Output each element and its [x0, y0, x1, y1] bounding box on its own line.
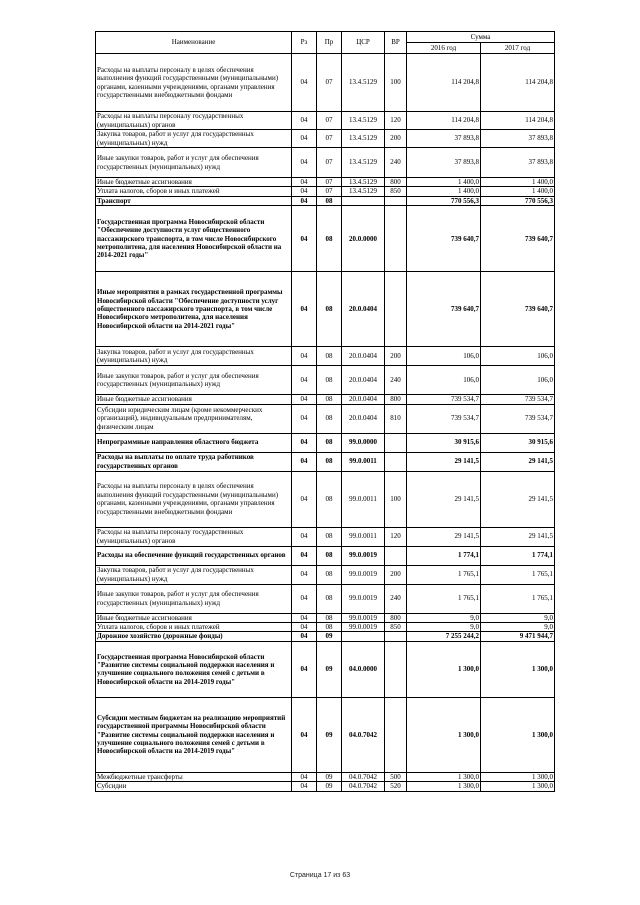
row-rz: 04 [292, 54, 317, 112]
row-vr [385, 196, 407, 205]
row-sum-2017: 29 141,5 [481, 527, 555, 546]
row-name: Расходы на выплаты персоналу государственных (муниципальных) органов [96, 112, 292, 130]
row-sum-2016: 1 765,1 [407, 584, 481, 613]
row-vr: 800 [385, 613, 407, 622]
row-rz: 04 [292, 452, 317, 471]
row-csr: 04.0.7042 [342, 697, 385, 772]
row-name: Межбюджетные трансферты [96, 772, 292, 781]
row-sum-2017: 770 556,3 [481, 196, 555, 205]
table-row [96, 772, 555, 781]
row-vr [385, 272, 407, 347]
row-pr: 07 [317, 54, 342, 112]
row-vr: 810 [385, 404, 407, 433]
row-name: Государственная программа Новосибирской области "Развитие системы социальной поддержки населения и улучшение социального положения семей с детьми в Новосибирской области на 2014-2019 годы" [96, 641, 292, 697]
row-csr: 13.4.5129 [342, 54, 385, 112]
table-row [96, 196, 555, 205]
row-name: Иные бюджетные ассигнования [96, 395, 292, 404]
row-vr [385, 641, 407, 697]
row-csr: 04.0.7042 [342, 782, 385, 791]
row-vr: 100 [385, 54, 407, 112]
row-rz: 04 [292, 148, 317, 178]
header-year-2017: 2017 год [481, 43, 555, 54]
row-pr: 08 [317, 527, 342, 546]
row-pr: 08 [317, 565, 342, 584]
row-name: Закупка товаров, работ и услуг для государственных (муниципальных) нужд [96, 347, 292, 366]
row-vr [385, 632, 407, 641]
row-pr: 08 [317, 623, 342, 632]
row-sum-2016: 106,0 [407, 366, 481, 395]
row-csr: 13.4.5129 [342, 187, 385, 196]
table-row [96, 697, 555, 772]
row-pr: 08 [317, 347, 342, 366]
row-name: Государственная программа Новосибирской области "Обеспечение доступности услуг общественного пассажирского транспорта, в том числе Новосибирского метрополитена, для населения Новосибирской области на 2014-2021 годы" [96, 206, 292, 272]
table-row [96, 527, 555, 546]
row-csr: 99.0.0019 [342, 613, 385, 622]
row-rz: 04 [292, 565, 317, 584]
row-sum-2017: 9,0 [481, 623, 555, 632]
row-pr: 08 [317, 584, 342, 613]
row-sum-2016: 1 300,0 [407, 772, 481, 781]
row-rz: 04 [292, 395, 317, 404]
row-sum-2016: 1 300,0 [407, 782, 481, 791]
row-sum-2016: 1 765,1 [407, 565, 481, 584]
row-vr: 800 [385, 395, 407, 404]
row-pr: 09 [317, 641, 342, 697]
row-csr: 99.0.0011 [342, 471, 385, 527]
row-sum-2017: 9,0 [481, 613, 555, 622]
row-pr: 08 [317, 452, 342, 471]
row-sum-2017: 9 471 944,7 [481, 632, 555, 641]
row-sum-2016: 29 141,5 [407, 527, 481, 546]
row-csr: 99.0.0011 [342, 452, 385, 471]
row-vr: 850 [385, 623, 407, 632]
row-rz: 04 [292, 130, 317, 148]
row-sum-2016: 1 300,0 [407, 697, 481, 772]
row-rz: 04 [292, 772, 317, 781]
row-rz: 04 [292, 196, 317, 205]
row-vr: 100 [385, 471, 407, 527]
row-pr: 08 [317, 206, 342, 272]
row-sum-2017: 37 893,8 [481, 130, 555, 148]
row-vr: 240 [385, 584, 407, 613]
row-sum-2016: 770 556,3 [407, 196, 481, 205]
row-csr: 13.4.5129 [342, 112, 385, 130]
row-sum-2016: 1 400,0 [407, 187, 481, 196]
row-vr: 500 [385, 772, 407, 781]
table-row [96, 546, 555, 565]
table-row [96, 395, 555, 404]
row-csr: 99.0.0019 [342, 546, 385, 565]
row-rz: 04 [292, 433, 317, 452]
table-body [96, 54, 555, 792]
row-vr: 850 [385, 187, 407, 196]
row-name: Расходы на выплаты персоналу в целях обеспечения выполнения функций государственными (муниципальными) органами, казенными учреждениями, органами управления государственными внебюджетными фондами [96, 471, 292, 527]
row-sum-2016: 739 640,7 [407, 272, 481, 347]
table-row [96, 130, 555, 148]
row-sum-2017: 739 640,7 [481, 272, 555, 347]
header-sum: Сумма [407, 32, 555, 43]
row-sum-2017: 37 893,8 [481, 148, 555, 178]
row-rz: 04 [292, 584, 317, 613]
row-csr: 99.0.0000 [342, 433, 385, 452]
row-csr: 20.0.0000 [342, 206, 385, 272]
row-rz: 04 [292, 366, 317, 395]
table-row [96, 347, 555, 366]
row-rz: 04 [292, 641, 317, 697]
row-sum-2016: 739 534,7 [407, 404, 481, 433]
row-csr: 99.0.0011 [342, 527, 385, 546]
row-rz: 04 [292, 632, 317, 641]
row-vr [385, 206, 407, 272]
row-name: Иные закупки товаров, работ и услуг для обеспечения государственных (муниципальных) нужд [96, 366, 292, 395]
table-header [96, 32, 555, 54]
row-pr: 08 [317, 272, 342, 347]
row-pr: 08 [317, 546, 342, 565]
row-sum-2016: 114 204,8 [407, 54, 481, 112]
row-csr: 99.0.0019 [342, 565, 385, 584]
header-year-2016: 2016 год [407, 43, 481, 54]
table-row [96, 641, 555, 697]
table-row [96, 565, 555, 584]
row-rz: 04 [292, 697, 317, 772]
table-row [96, 632, 555, 641]
row-vr: 520 [385, 782, 407, 791]
row-pr: 09 [317, 632, 342, 641]
row-pr: 08 [317, 404, 342, 433]
row-pr: 08 [317, 471, 342, 527]
row-name: Иные мероприятия в рамках государственной программы Новосибирской области "Обеспечение доступности услуг общественного пассажирского транспорта, в том числе Новосибирского метрополитена, для населения Новосибирской области на 2014-2021 годы" [96, 272, 292, 347]
table-row [96, 471, 555, 527]
row-name: Непрограммные направления областного бюджета [96, 433, 292, 452]
row-sum-2017: 29 141,5 [481, 452, 555, 471]
table-row [96, 623, 555, 632]
row-csr: 13.4.5129 [342, 178, 385, 187]
row-csr: 04.0.0000 [342, 641, 385, 697]
row-sum-2017: 30 915,6 [481, 433, 555, 452]
row-pr: 09 [317, 782, 342, 791]
row-vr [385, 433, 407, 452]
row-vr: 240 [385, 148, 407, 178]
row-sum-2016: 739 640,7 [407, 206, 481, 272]
row-csr: 13.4.5129 [342, 148, 385, 178]
row-csr: 20.0.0404 [342, 272, 385, 347]
row-pr: 08 [317, 366, 342, 395]
header-pr: Пр [317, 32, 342, 54]
row-sum-2017: 114 204,8 [481, 112, 555, 130]
row-sum-2016: 1 300,0 [407, 641, 481, 697]
row-name: Расходы на обеспечение функций государственных органов [96, 546, 292, 565]
table-row [96, 112, 555, 130]
row-sum-2016: 1 774,1 [407, 546, 481, 565]
table-row [96, 178, 555, 187]
row-name: Закупка товаров, работ и услуг для государственных (муниципальных) нужд [96, 130, 292, 148]
row-vr: 200 [385, 347, 407, 366]
row-sum-2017: 1 774,1 [481, 546, 555, 565]
row-name: Иные бюджетные ассигнования [96, 178, 292, 187]
row-csr: 13.4.5129 [342, 130, 385, 148]
row-csr: 20.0.0404 [342, 404, 385, 433]
row-sum-2016: 739 534,7 [407, 395, 481, 404]
table-row [96, 206, 555, 272]
row-rz: 04 [292, 527, 317, 546]
row-vr: 240 [385, 366, 407, 395]
row-sum-2017: 1 765,1 [481, 584, 555, 613]
table-row [96, 782, 555, 791]
row-csr [342, 196, 385, 205]
header-csr: ЦСР [342, 32, 385, 54]
row-rz: 04 [292, 112, 317, 130]
budget-table [95, 31, 555, 792]
row-name: Уплата налогов, сборов и иных платежей [96, 623, 292, 632]
row-csr: 99.0.0019 [342, 623, 385, 632]
header-rz: Рз [292, 32, 317, 54]
row-sum-2016: 114 204,8 [407, 112, 481, 130]
row-vr [385, 546, 407, 565]
row-name: Расходы на выплаты персоналу в целях обеспечения выполнения функций государственными (муниципальными) органами, казенными учреждениями, органами управления государственными внебюджетными фондами [96, 54, 292, 112]
row-name: Расходы на выплаты персоналу государственных (муниципальных) органов [96, 527, 292, 546]
row-rz: 04 [292, 178, 317, 187]
row-vr: 200 [385, 130, 407, 148]
row-vr: 800 [385, 178, 407, 187]
row-pr: 08 [317, 196, 342, 205]
row-pr: 08 [317, 613, 342, 622]
row-sum-2017: 1 300,0 [481, 697, 555, 772]
row-rz: 04 [292, 404, 317, 433]
row-sum-2017: 1 300,0 [481, 641, 555, 697]
row-csr [342, 632, 385, 641]
row-name: Расходы на выплаты по оплате труда работников государственных органов [96, 452, 292, 471]
row-sum-2017: 1 400,0 [481, 187, 555, 196]
row-rz: 04 [292, 623, 317, 632]
row-pr: 07 [317, 187, 342, 196]
row-sum-2016: 9,0 [407, 623, 481, 632]
row-sum-2017: 29 141,5 [481, 471, 555, 527]
row-name: Субсидии местным бюджетам на реализацию мероприятий государственной программы Новосибирской области "Развитие системы социальной поддержки населения и улучшение социального положения семей с детьми в Новосибирской области на 2014-2019 годы" [96, 697, 292, 772]
table-row [96, 452, 555, 471]
row-sum-2016: 9,0 [407, 613, 481, 622]
table-row [96, 272, 555, 347]
row-name: Субсидии [96, 782, 292, 791]
row-rz: 04 [292, 272, 317, 347]
row-sum-2016: 7 255 244,2 [407, 632, 481, 641]
row-csr: 99.0.0019 [342, 584, 385, 613]
row-pr: 09 [317, 697, 342, 772]
table-row [96, 404, 555, 433]
table-row [96, 366, 555, 395]
header-name: Наименование [96, 32, 292, 54]
table-row [96, 54, 555, 112]
row-pr: 08 [317, 395, 342, 404]
row-csr: 20.0.0404 [342, 395, 385, 404]
row-vr: 200 [385, 565, 407, 584]
row-vr: 120 [385, 527, 407, 546]
row-rz: 04 [292, 613, 317, 622]
row-sum-2017: 106,0 [481, 366, 555, 395]
row-pr: 07 [317, 178, 342, 187]
row-rz: 04 [292, 187, 317, 196]
row-sum-2016: 37 893,8 [407, 148, 481, 178]
row-pr: 07 [317, 130, 342, 148]
row-rz: 04 [292, 471, 317, 527]
row-pr: 07 [317, 148, 342, 178]
row-sum-2017: 114 204,8 [481, 54, 555, 112]
row-rz: 04 [292, 347, 317, 366]
table-row [96, 613, 555, 622]
row-rz: 04 [292, 782, 317, 791]
row-name: Иные бюджетные ассигнования [96, 613, 292, 622]
row-sum-2016: 1 400,0 [407, 178, 481, 187]
row-rz: 04 [292, 546, 317, 565]
row-sum-2017: 1 300,0 [481, 782, 555, 791]
row-name: Субсидии юридическим лицам (кроме некоммерческих организаций), индивидуальным предпринимателям, физическим лицам [96, 404, 292, 433]
row-sum-2017: 106,0 [481, 347, 555, 366]
row-sum-2016: 37 893,8 [407, 130, 481, 148]
row-name: Транспорт [96, 196, 292, 205]
row-sum-2016: 106,0 [407, 347, 481, 366]
table-row [96, 148, 555, 178]
row-sum-2017: 739 534,7 [481, 395, 555, 404]
row-pr: 07 [317, 112, 342, 130]
row-name: Дорожное хозяйство (дорожные фонды) [96, 632, 292, 641]
row-sum-2017: 1 400,0 [481, 178, 555, 187]
table-row [96, 584, 555, 613]
row-sum-2017: 739 640,7 [481, 206, 555, 272]
row-sum-2017: 739 534,7 [481, 404, 555, 433]
row-vr [385, 697, 407, 772]
row-vr [385, 452, 407, 471]
row-sum-2016: 29 141,5 [407, 452, 481, 471]
table-row [96, 187, 555, 196]
row-csr: 20.0.0404 [342, 347, 385, 366]
row-csr: 20.0.0404 [342, 366, 385, 395]
row-csr: 04.0.7042 [342, 772, 385, 781]
row-pr: 08 [317, 433, 342, 452]
row-sum-2016: 29 141,5 [407, 471, 481, 527]
row-pr: 09 [317, 772, 342, 781]
row-vr: 120 [385, 112, 407, 130]
header-vr: ВР [385, 32, 407, 54]
table-row [96, 433, 555, 452]
row-name: Закупка товаров, работ и услуг для государственных (муниципальных) нужд [96, 565, 292, 584]
row-name: Иные закупки товаров, работ и услуг для обеспечения государственных (муниципальных) нужд [96, 148, 292, 178]
row-sum-2017: 1 765,1 [481, 565, 555, 584]
row-name: Иные закупки товаров, работ и услуг для обеспечения государственных (муниципальных) нужд [96, 584, 292, 613]
row-rz: 04 [292, 206, 317, 272]
page-number: Страница 17 из 63 [289, 872, 351, 879]
row-sum-2016: 30 915,6 [407, 433, 481, 452]
row-name: Уплата налогов, сборов и иных платежей [96, 187, 292, 196]
row-sum-2017: 1 300,0 [481, 772, 555, 781]
